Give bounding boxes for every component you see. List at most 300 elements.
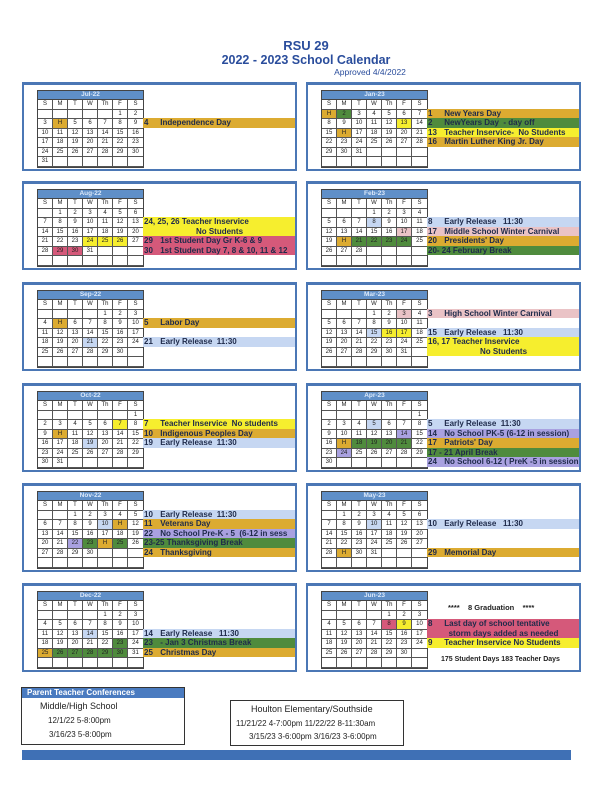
day-cell: 24 (83, 237, 98, 247)
week-row (322, 237, 427, 247)
weekday-label: F (397, 100, 412, 110)
empty-cell (367, 357, 382, 367)
weekday-label: S (128, 300, 143, 310)
day-cell: 21 (113, 439, 128, 449)
day-cell: 23 (68, 237, 83, 247)
day-cell: 9 (113, 620, 128, 630)
event-entry (427, 519, 579, 529)
weekday-label: F (113, 100, 128, 110)
day-cell: 10 (128, 319, 143, 329)
day-cell: 28 (367, 649, 382, 659)
event-date: 16 (428, 137, 437, 146)
day-cell: 15 (337, 530, 352, 540)
event-date: 8 (428, 619, 433, 628)
empty-cell (53, 110, 68, 120)
weekday-label: S (38, 199, 53, 209)
day-cell: 2 (352, 511, 367, 521)
week-row (322, 611, 427, 621)
day-cell: 5 (322, 319, 337, 329)
day-cell: 26 (367, 449, 382, 459)
weekday-label: T (68, 501, 83, 511)
empty-cell (53, 511, 68, 521)
week-row (322, 218, 427, 228)
empty-cell (113, 157, 128, 167)
day-cell: 21 (53, 539, 68, 549)
day-cell: 5 (367, 420, 382, 430)
weekday-label: F (397, 300, 412, 310)
empty-cell (53, 310, 68, 320)
week-row (38, 639, 143, 649)
empty-cell (128, 549, 143, 559)
event-date: 5 (428, 419, 433, 428)
calendar-title: 2022 - 2023 School Calendar (221, 53, 391, 67)
empty-cell (53, 658, 68, 668)
event-entry (143, 629, 295, 639)
day-cell: 16 (68, 228, 83, 238)
day-cell: 1 (113, 110, 128, 120)
month-block-feb-23 (306, 181, 581, 270)
week-row (38, 357, 143, 367)
day-cell: 1 (337, 511, 352, 521)
day-cell: 11 (98, 218, 113, 228)
empty-cell (382, 157, 397, 167)
event-entry (427, 236, 579, 246)
empty-cell (113, 411, 128, 421)
day-cell: 5 (322, 218, 337, 228)
empty-cell (322, 209, 337, 219)
day-cell: 6 (337, 319, 352, 329)
day-cell: 16 (128, 129, 143, 139)
weekday-label: Th (382, 601, 397, 611)
empty-cell (98, 458, 113, 468)
week-row (38, 129, 143, 139)
day-cell: 12 (367, 430, 382, 440)
day-cell: 4 (322, 620, 337, 630)
weekday-label: W (367, 199, 382, 209)
holiday-cell: H (337, 549, 352, 559)
weekday-label: W (83, 401, 98, 411)
week-row (322, 319, 427, 329)
event-entry (143, 529, 295, 539)
day-cell: 18 (38, 639, 53, 649)
weekday-label: F (113, 199, 128, 209)
day-cell: 5 (397, 511, 412, 521)
month-block-jul-22 (22, 82, 297, 171)
week-row (38, 119, 143, 129)
day-cell: 21 (412, 129, 427, 139)
day-cell: 26 (322, 348, 337, 358)
day-cell: 11 (412, 319, 427, 329)
empty-cell (38, 256, 53, 266)
empty-cell (83, 558, 98, 568)
day-cell: 20 (382, 439, 397, 449)
day-cell: 17 (367, 530, 382, 540)
week-row (38, 658, 143, 668)
day-cell: 7 (83, 620, 98, 630)
event-text: Early Release 11:30 (444, 419, 521, 428)
empty-cell (38, 658, 53, 668)
day-cell: 16 (352, 530, 367, 540)
weekday-label: Th (98, 601, 113, 611)
empty-cell (113, 247, 128, 257)
event-date: 25 (144, 647, 153, 657)
elementary-title: Houlton Elementary/Southside (251, 704, 373, 714)
event-date: 17 (428, 438, 437, 447)
empty-cell (367, 458, 382, 468)
event-text: Thanksgiving (160, 547, 212, 557)
day-cell: 22 (337, 539, 352, 549)
holiday-cell: H (53, 119, 68, 129)
event-entry (427, 337, 579, 347)
event-text: Patriots' Day (444, 438, 493, 447)
weekday-label: S (412, 601, 427, 611)
empty-cell (322, 411, 337, 421)
event-text: Early Release 11:30 (160, 509, 237, 519)
event-text: Thanksgiving Break (166, 538, 243, 547)
event-date: 10 (144, 428, 153, 438)
event-date: 23-25 (144, 538, 165, 547)
day-cell: 3 (397, 310, 412, 320)
day-cell: 3 (98, 511, 113, 521)
weekday-label: T (68, 401, 83, 411)
week-row (38, 458, 143, 468)
day-cell: 29 (322, 148, 337, 158)
month-grid (37, 290, 144, 368)
event-entry (427, 217, 579, 227)
day-cell: 22 (113, 138, 128, 148)
month-name: Sep-22 (38, 291, 143, 300)
empty-cell (337, 357, 352, 367)
day-cell: 24 (352, 138, 367, 148)
event-text: Early Release 11:30 (160, 438, 237, 447)
day-cell: 16 (397, 630, 412, 640)
week-row (322, 639, 427, 649)
day-cell: 13 (397, 119, 412, 129)
weekday-label: S (38, 501, 53, 511)
empty-cell (352, 157, 367, 167)
day-cell: 15 (98, 329, 113, 339)
day-cell: 9 (337, 119, 352, 129)
weekday-label: M (53, 100, 68, 110)
day-cell: 26 (337, 649, 352, 659)
day-cell: 18 (113, 530, 128, 540)
day-cell: 1 (367, 310, 382, 320)
day-cell: 6 (412, 511, 427, 521)
empty-cell (412, 157, 427, 167)
day-cell: 24 (397, 338, 412, 348)
event-entry (427, 457, 579, 467)
event-date: 29 (144, 236, 153, 245)
day-cell: 24 (337, 449, 352, 459)
event-entry (143, 438, 295, 448)
empty-cell (337, 658, 352, 668)
day-cell: 12 (53, 329, 68, 339)
empty-cell (83, 458, 98, 468)
day-cell: 26 (113, 237, 128, 247)
empty-cell (397, 558, 412, 568)
day-cell: 15 (68, 530, 83, 540)
day-cell: 14 (98, 129, 113, 139)
empty-cell (352, 256, 367, 266)
day-cell: 25 (322, 649, 337, 659)
week-row (38, 110, 143, 120)
day-cell: 31 (38, 157, 53, 167)
empty-cell (412, 558, 427, 568)
day-cell: 11 (352, 430, 367, 440)
event-text: - Jan 3 Christmas Break (160, 638, 252, 647)
empty-cell (352, 209, 367, 219)
day-cell: 12 (83, 430, 98, 440)
holiday-cell: H (337, 439, 352, 449)
day-cell: 16 (113, 630, 128, 640)
day-cell: 19 (53, 338, 68, 348)
day-cell: 27 (412, 539, 427, 549)
day-cell: 20 (412, 530, 427, 540)
empty-cell (397, 157, 412, 167)
day-cell: 19 (128, 530, 143, 540)
empty-cell (397, 148, 412, 158)
day-cell: 19 (382, 129, 397, 139)
day-cell: 22 (367, 237, 382, 247)
day-cell: 25 (352, 449, 367, 459)
empty-cell (98, 247, 113, 257)
empty-cell (38, 558, 53, 568)
day-cell: 7 (352, 218, 367, 228)
weekday-label: F (113, 300, 128, 310)
day-cell: 28 (83, 348, 98, 358)
day-cell: 1 (412, 411, 427, 421)
approval-date: Approved 4/4/2022 (334, 67, 406, 77)
day-cell: 17 (98, 530, 113, 540)
holiday-cell: H (53, 319, 68, 329)
graduation-note: **** 8 Graduation **** (448, 603, 535, 612)
day-cell: 16 (83, 530, 98, 540)
weekday-label: S (128, 100, 143, 110)
event-entry (427, 328, 579, 338)
event-text: February Break (452, 245, 512, 255)
day-cell: 9 (382, 218, 397, 228)
week-row (322, 649, 427, 659)
month-grid (321, 290, 428, 368)
month-block-nov-22 (22, 483, 297, 572)
day-cell: 2 (397, 611, 412, 621)
empty-cell (322, 157, 337, 167)
day-cell: 18 (412, 228, 427, 238)
day-cell: 7 (412, 110, 427, 120)
weekday-label: F (113, 401, 128, 411)
week-row (38, 611, 143, 621)
day-cell: 19 (322, 338, 337, 348)
day-cell: 15 (113, 129, 128, 139)
week-row (38, 237, 143, 247)
day-cell: 24 (397, 237, 412, 247)
event-text: Memorial Day (444, 547, 497, 557)
empty-cell (352, 611, 367, 621)
day-cell: 6 (337, 218, 352, 228)
day-cell: 15 (98, 630, 113, 640)
day-cell: 20 (397, 129, 412, 139)
empty-cell (367, 247, 382, 257)
weekday-label: S (322, 601, 337, 611)
empty-cell (412, 148, 427, 158)
empty-cell (113, 357, 128, 367)
day-cell: 24 (128, 338, 143, 348)
day-cell: 9 (352, 520, 367, 530)
day-cell: 23 (382, 237, 397, 247)
weekday-label: M (337, 199, 352, 209)
weekday-label: S (38, 601, 53, 611)
event-entry (143, 236, 295, 246)
day-cell: 25 (367, 138, 382, 148)
day-cell: 12 (128, 520, 143, 530)
weekday-label: S (412, 501, 427, 511)
empty-cell (337, 310, 352, 320)
event-entry (427, 438, 579, 448)
day-cell: 6 (68, 319, 83, 329)
event-text: Early Release 11:30 (160, 628, 239, 638)
day-cell: 5 (53, 620, 68, 630)
weekday-label: S (128, 501, 143, 511)
week-row (38, 511, 143, 521)
day-cell: 6 (128, 209, 143, 219)
event-date: 15 (428, 327, 437, 337)
event-date: 19 (144, 438, 153, 447)
day-cell: 22 (412, 439, 427, 449)
event-text: Early Release 11:30 (444, 217, 523, 226)
empty-cell (68, 110, 83, 120)
weekday-label: M (337, 300, 352, 310)
day-cell: 22 (68, 539, 83, 549)
empty-cell (83, 157, 98, 167)
empty-cell (337, 157, 352, 167)
empty-cell (322, 658, 337, 668)
empty-cell (68, 411, 83, 421)
event-text: Middle School Winter Carnival (444, 226, 560, 236)
weekday-label: W (367, 100, 382, 110)
day-cell: 3 (83, 209, 98, 219)
empty-cell (382, 458, 397, 468)
weekday-label: S (322, 100, 337, 110)
empty-cell (367, 157, 382, 167)
event-text: 1st Student Day 7, 8 & 10, 11 & 12 (160, 245, 288, 255)
weekday-label: T (68, 601, 83, 611)
event-entry (427, 118, 579, 128)
event-entry (427, 619, 579, 629)
weekday-label: T (352, 199, 367, 209)
event-date: 5 (144, 318, 149, 327)
week-row (38, 319, 143, 329)
day-cell: 15 (367, 329, 382, 339)
day-cell: 28 (322, 549, 337, 559)
month-name: Mar-23 (322, 291, 427, 300)
empty-cell (412, 256, 427, 266)
empty-cell (53, 558, 68, 568)
day-cell: 29 (98, 649, 113, 659)
event-text: Teacher Inservice No students (160, 419, 278, 428)
weekday-label: F (113, 601, 128, 611)
day-cell: 30 (113, 649, 128, 659)
day-cell: 29 (382, 649, 397, 659)
month-block-may-23 (306, 483, 581, 572)
elementary-date: 11/21/22 4-7:00pm 11/22/22 8-11:30am (236, 719, 376, 728)
weekday-label: F (113, 501, 128, 511)
empty-cell (352, 357, 367, 367)
day-cell: 1 (98, 310, 113, 320)
day-cell: 17 (128, 329, 143, 339)
weekday-label: M (53, 199, 68, 209)
day-cell: 20 (83, 138, 98, 148)
empty-cell (412, 458, 427, 468)
day-cell: 20 (128, 228, 143, 238)
day-cell: 18 (98, 228, 113, 238)
week-row (38, 430, 143, 440)
day-cell: 8 (98, 620, 113, 630)
empty-cell (397, 247, 412, 257)
day-cell: 8 (128, 420, 143, 430)
middle-high-title: Middle/High School (40, 701, 118, 711)
day-cell: 6 (397, 110, 412, 120)
empty-cell (128, 247, 143, 257)
event-date: 24 (428, 457, 437, 466)
empty-cell (382, 357, 397, 367)
day-cell: 4 (113, 511, 128, 521)
day-cell: 22 (98, 338, 113, 348)
day-cell: 17 (412, 630, 427, 640)
day-cell: 2 (113, 310, 128, 320)
day-cell: 8 (98, 319, 113, 329)
event-entry (427, 548, 579, 558)
day-cell: 13 (68, 329, 83, 339)
day-cell: 25 (412, 237, 427, 247)
week-row (322, 110, 427, 120)
day-cell: 29 (113, 148, 128, 158)
org-title: RSU 29 (283, 38, 329, 53)
weekday-label: S (38, 100, 53, 110)
weekday-label: M (337, 401, 352, 411)
day-cell: 18 (412, 329, 427, 339)
empty-cell (98, 110, 113, 120)
day-cell: 28 (352, 348, 367, 358)
event-date: 21 (144, 337, 153, 346)
week-row (322, 138, 427, 148)
day-cell: 15 (382, 630, 397, 640)
empty-cell (337, 256, 352, 266)
holiday-cell: H (113, 520, 128, 530)
empty-cell (98, 558, 113, 568)
event-date: 14 (144, 628, 153, 638)
event-text: Indigenous Peoples Day (160, 428, 253, 438)
day-cell: 19 (68, 138, 83, 148)
week-row (38, 558, 143, 568)
holiday-cell: H (337, 129, 352, 139)
week-row (322, 119, 427, 129)
day-cell: 2 (128, 110, 143, 120)
day-cell: 28 (53, 549, 68, 559)
day-cell: 8 (53, 218, 68, 228)
day-cell: 20 (337, 338, 352, 348)
day-cell: 9 (68, 218, 83, 228)
holiday-cell: H (322, 110, 337, 120)
week-row (38, 148, 143, 158)
day-cell: 31 (83, 247, 98, 257)
day-cell: 18 (53, 138, 68, 148)
empty-cell (68, 310, 83, 320)
day-cell: 7 (397, 420, 412, 430)
weekday-label: F (397, 501, 412, 511)
day-cell: 23 (382, 338, 397, 348)
empty-cell (367, 411, 382, 421)
day-cell: 16 (382, 329, 397, 339)
